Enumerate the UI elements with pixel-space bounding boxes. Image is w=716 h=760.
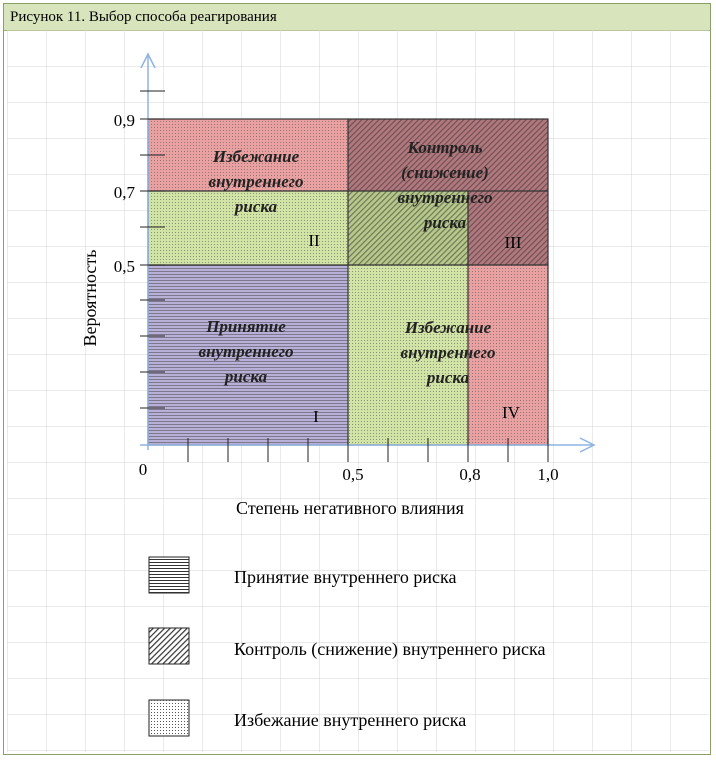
zone1-roman: I xyxy=(313,407,319,426)
zone2-line-1: Избежание xyxy=(212,147,300,166)
zone2-line-2: внутреннего xyxy=(208,172,304,191)
zone2-line-3: риска xyxy=(234,197,278,216)
x-tick-label-1-0: 1,0 xyxy=(537,465,559,484)
y-axis-title: Вероятность xyxy=(80,249,100,347)
y-tick-label-0-7: 0,7 xyxy=(113,183,135,202)
legend-label-control: Контроль (снижение) внутреннего риска xyxy=(234,639,546,659)
figure-title: Рисунок 11. Выбор способа реагирования xyxy=(4,4,710,31)
x-tick-label-0-8: 0,8 xyxy=(459,465,481,484)
origin-label: 0 xyxy=(138,460,148,479)
zone1-line-1: Принятие xyxy=(206,317,286,336)
zone3-line-3: внутреннего xyxy=(397,188,493,207)
x-axis-title: Степень негативного влияния xyxy=(236,498,464,518)
legend-label-accept: Принятие внутреннего риска xyxy=(234,567,457,587)
y-tick-label-0-9: 0,9 xyxy=(113,111,135,130)
zone4-line-2: внутреннего xyxy=(400,343,496,362)
zone2-roman: II xyxy=(308,231,320,250)
zone4-line-3: риска xyxy=(426,368,470,387)
zone3-line-1: Контроль xyxy=(407,138,483,157)
zone3-line-2: (снижение) xyxy=(401,163,489,182)
zone1-line-3: риска xyxy=(224,367,268,386)
zone1-line-2: внутреннего xyxy=(198,342,294,361)
x-tick-label-0-5: 0,5 xyxy=(342,465,364,484)
zone3-roman: III xyxy=(504,233,522,252)
zone4-roman: IV xyxy=(502,403,520,422)
zone4-line-1: Избежание xyxy=(404,318,492,337)
legend-label-avoid: Избежание внутреннего риска xyxy=(234,710,467,730)
zone3-line-4: риска xyxy=(423,213,467,232)
y-tick-label-0-5: 0,5 xyxy=(113,257,135,276)
